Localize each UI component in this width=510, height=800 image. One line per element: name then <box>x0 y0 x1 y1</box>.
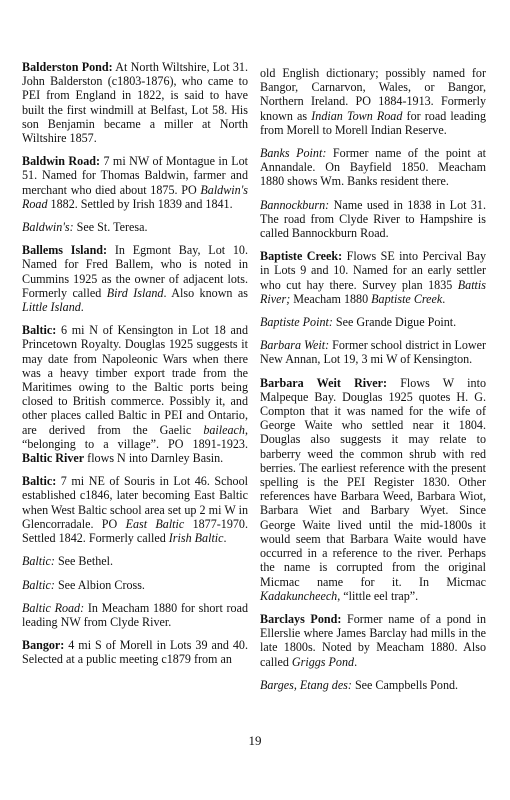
entry-heading: Baltic: <box>22 577 55 592</box>
entry-text: Former name of the point at Annandale. On Bayfield 1850. Meacham 1880 shows Wm. Banks resident there. <box>260 146 486 189</box>
entry-text: In Egmont Bay, Lot 10. Named for Fred Ballem, who is noted in Cummins 1925 as the owner of adjacent lots. Formerly called <box>22 243 248 300</box>
gazetteer-entry <box>260 376 486 603</box>
entry-text: Bird Island <box>106 285 164 300</box>
entry-text: Griggs Pond <box>291 654 355 669</box>
entry-heading: Ballems Island: <box>22 243 108 258</box>
entry-text: 4 mi S of Morell in Lots 39 and 40. Selected at a public meeting c1879 from an <box>22 638 248 667</box>
entry-text: old English dictionary; possibly named for Bangor, Carnarvon, Wales, or Bangor, Northern Ireland. PO 1884-1913. Formerly known as <box>260 66 486 123</box>
entry-text: 7 mi NE of Souris in Lot 46. School established c1846, later becoming East Baltic when West Baltic school area set up 2 mi W in Glencorradale. PO <box>22 474 248 531</box>
right-column <box>260 66 486 701</box>
gazetteer-entry <box>260 338 486 366</box>
entry-heading: Bannockburn: <box>260 197 330 212</box>
entry-heading: Barbara Weit: <box>260 338 330 353</box>
entry-heading: Bangor: <box>22 638 65 653</box>
entry-text: See Grande Digue Point. <box>332 315 457 330</box>
gazetteer-entry <box>260 612 486 669</box>
entry-text: 7 mi NW of Montague in Lot 51. Named for Thomas Baldwin, farmer and merchant who died about 1875. PO <box>22 154 248 197</box>
entry-heading: Baltic: <box>22 474 57 489</box>
entry-text: . <box>223 531 227 546</box>
entry-text: Former name of a pond in Ellerslie where James Barclay had mills in the late 1800s. Noted by Meacham 1880. Also called <box>260 611 486 669</box>
entry-heading: Baldwin's: <box>22 220 74 235</box>
page-number: 19 <box>248 733 262 748</box>
entry-text: In Meacham 1880 for short road leading NW from Clyde River. <box>22 600 249 629</box>
entry-text: See Bethel. <box>54 554 114 569</box>
entry-text: Baptiste Creek <box>371 291 443 306</box>
entry-text: Battis River; <box>260 277 486 306</box>
gazetteer-entry <box>22 243 248 314</box>
left-column <box>22 60 248 676</box>
entry-text: . <box>354 654 358 669</box>
gazetteer-entry <box>260 678 486 692</box>
gazetteer-entry <box>22 474 248 545</box>
entry-text: Flows SE into Percival Bay in Lots 9 and 10. Named for an early settler who cut hay there. Survey plan 1835 <box>260 249 486 292</box>
entry-heading: Baptiste Creek: <box>260 249 343 264</box>
gazetteer-entry <box>22 578 248 592</box>
entry-text: See Campbells Pond. <box>351 677 459 692</box>
entry-text: See Albion Cross. <box>54 577 145 592</box>
entry-text: . <box>80 300 84 315</box>
entry-heading: Barges, Etang des: <box>260 677 352 692</box>
gazetteer-entry <box>260 315 486 329</box>
entry-text: East Baltic <box>125 516 185 531</box>
gazetteer-entry <box>260 146 486 189</box>
entry-text: , “little eel trap”. <box>337 588 419 603</box>
gazetteer-entry <box>22 154 248 211</box>
entry-text: Flows W into Malpeque Bay. Douglas 1925 quotes H. G. Compton that it was named for the wife of George Waite who settled near it 1804. Douglas also suggests it may relate to barberry weed the common shrub with red berries. The earliest reference with the present spelling is the PEI Register 1830. Other references have Barbara Weed, Barbara Wiot, Barbara Wiet and Barbary Wyet. Since George Waite lived until the mid-1800s it would seem that Barbara Waite would have occurred in a reference to the river. Perhaps the name is corrupted from the original Micmac name for it. In Micmac <box>260 375 487 589</box>
entry-heading: Barclays Pond: <box>260 611 342 626</box>
entry-text: , “belonging to a village”. PO 1891-1923. <box>22 422 248 451</box>
entry-heading: Baltic Road: <box>22 600 85 615</box>
entry-text: 1877-1970. Settled 1842. Formerly called <box>22 516 248 546</box>
entry-heading: Baptiste Point: <box>260 315 333 330</box>
entry-text: Former school district in Lower New Annan, Lot 19, 3 mi W of Kensington. <box>260 338 487 367</box>
entry-heading: Baltic: <box>22 554 55 569</box>
entry-heading: Banks Point: <box>260 146 327 161</box>
entry-text: for road leading from Morell to Morell Indian Reserve. <box>260 108 486 137</box>
entry-text: Indian Town Road <box>311 108 403 123</box>
gazetteer-entry <box>260 66 486 137</box>
entry-text: Little Island <box>22 300 81 315</box>
entry-text: Meacham 1880 <box>290 291 372 306</box>
entry-heading: Balderston Pond: <box>22 60 113 74</box>
entry-text: Irish Baltic <box>168 531 224 546</box>
entry-heading: Barbara Weit River: <box>260 375 387 390</box>
gazetteer-entry <box>22 601 248 629</box>
entry-text: Name used in 1838 in Lot 31. The road from Clyde River to Hampshire is called Bannockburn Road. <box>260 197 486 241</box>
gazetteer-entry <box>22 638 248 666</box>
entry-heading: Baldwin Road: <box>22 154 101 169</box>
gazetteer-entry <box>22 220 248 234</box>
entry-text: Baldwin's Road <box>22 182 248 211</box>
entry-text: At North Wiltshire, Lot 31. John Balderston (c1803-1876), who came to PEI from England in 1822, is said to have built the first windmill at Belfast, Lot 58. His son Benjamin became a miller at North Wiltshire 1857. <box>22 60 248 146</box>
entry-text: . <box>442 291 446 306</box>
entry-text: 1882. Settled by Irish 1839 and 1841. <box>47 196 233 211</box>
entry-text: Kadakuncheech <box>260 588 338 603</box>
entry-heading: Baltic: <box>22 323 57 338</box>
entry-text: . Also known as <box>163 285 248 300</box>
entry-text: Baltic River <box>22 451 85 466</box>
entry-text: See St. Teresa. <box>73 220 148 235</box>
entry-text: baileach <box>203 422 245 437</box>
gazetteer-entry <box>22 323 248 465</box>
entry-text: 6 mi N of Kensington in Lot 18 and Princetown Royalty. Douglas 1925 suggests it may date from Napoleonic Wars when there was a heavy timber export trade from the Maritimes owing to the Baltic ports being closed to British commerce. Possibly it, and other places called Baltic in PEI and Ontario, are derived from the Gaelic <box>22 323 248 437</box>
gazetteer-entry <box>260 249 486 306</box>
gazetteer-entry <box>22 60 248 145</box>
gazetteer-entry <box>260 198 486 241</box>
entry-text: flows N into Darnley Basin. <box>84 451 224 466</box>
gazetteer-entry <box>22 554 248 568</box>
